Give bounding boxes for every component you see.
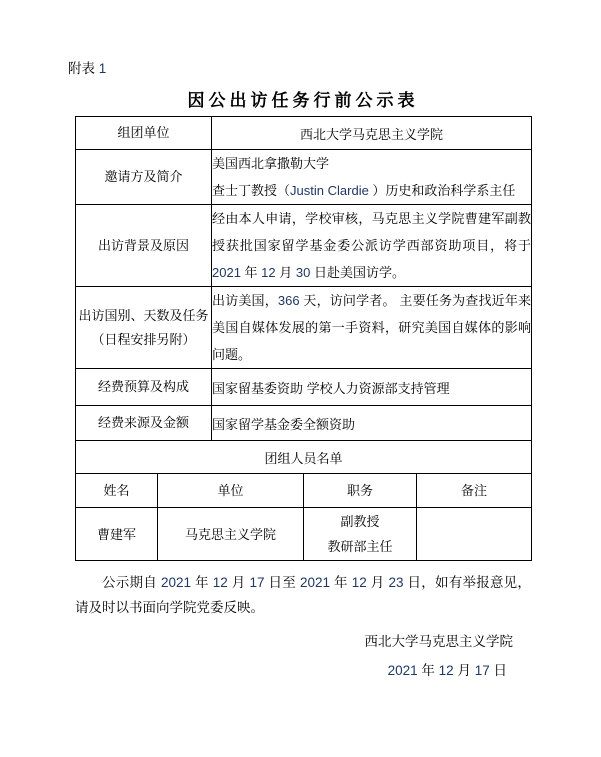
row-value-budget: 国家留基委资助 学校人力资源部支持管理 [212, 369, 532, 406]
table-row [76, 150, 532, 205]
row-value-destination-days-tasks: 出访美国，366 天，访问学者。 主要任务为查找近年来美国自媒体发展的第一手资料，研究美国自媒体的影响问题。 [212, 287, 532, 369]
row-value-inviting-party [212, 150, 532, 205]
row-label-funding-source: 经费来源及金额 [76, 406, 212, 441]
person-row [76, 508, 532, 561]
person-header-position: 职务 [304, 474, 417, 508]
value-line: 查士丁教授（Justin Clardie ）历史和政治科学系主任 [212, 183, 516, 198]
notice-table [75, 116, 532, 561]
row-label-budget: 经费预算及构成 [76, 369, 212, 406]
row-label-organizing-unit: 组团单位 [76, 117, 212, 150]
table-row [76, 117, 532, 150]
table-row [76, 287, 532, 369]
page-title: 因公出访任务行前公示表 [187, 91, 419, 110]
row-label-inviting-party: 邀请方及简介 [76, 150, 212, 205]
person-header-unit: 单位 [158, 474, 304, 508]
row-value-visit-background: 经由本人申请，学校审核，马克思主义学院曹建军副教授获批国家留学基金委公派访学西部资助项目，将于 2021 年 12 月 30 日赴美国访学。 [212, 205, 532, 287]
position-line: 教研部主任 [327, 539, 393, 554]
table-row [76, 369, 532, 406]
person-name: 曹建军 [76, 508, 158, 561]
person-position [304, 508, 417, 561]
row-value-organizing-unit: 西北大学马克思主义学院 [212, 117, 532, 150]
person-header-name: 姓名 [76, 474, 158, 508]
person-note [417, 508, 532, 561]
row-label-destination-days-tasks [76, 287, 212, 369]
row-value-funding-source: 国家留学基金委全额资助 [212, 406, 532, 441]
table-row [76, 406, 532, 441]
person-header-row [76, 474, 532, 508]
annex-label: 附表 1 [68, 61, 107, 76]
position-line: 副教授 [340, 514, 380, 529]
person-header-note: 备注 [417, 474, 532, 508]
signature-date: 2021 年 12 月 17 日 [387, 663, 507, 678]
table-row [76, 441, 532, 474]
signature-unit: 西北大学马克思主义学院 [364, 634, 513, 649]
document-page [0, 60, 601, 757]
label-line: 出访国别、天数及任务 [78, 307, 209, 323]
value-line: 美国西北拿撒勒大学 [212, 156, 330, 171]
row-label-visit-background: 出访背景及原因 [76, 205, 212, 287]
person-unit: 马克思主义学院 [158, 508, 304, 561]
group-list-title: 团组人员名单 [76, 441, 532, 474]
table-row [76, 205, 532, 287]
publicity-period-notice: 公示期自 2021 年 12 月 17 日至 2021 年 12 月 23 日，如有举报意见，请及时以书面向学院党委反映。 [75, 575, 531, 615]
label-line: （日程安排另附） [91, 331, 196, 347]
